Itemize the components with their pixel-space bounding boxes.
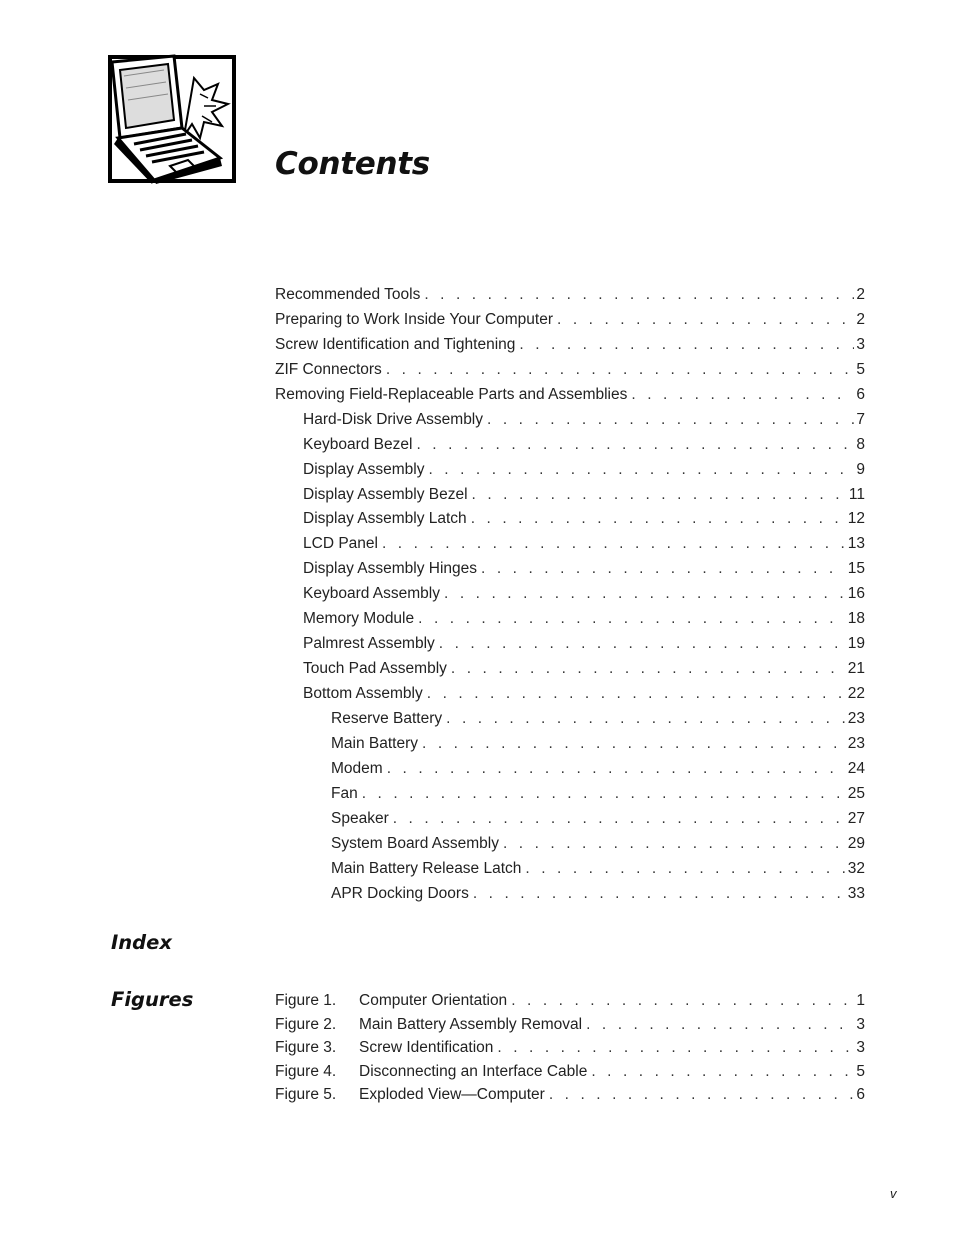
toc-entry-page: 13 — [847, 535, 865, 553]
laptop-icon — [108, 54, 236, 184]
toc-entry[interactable] — [275, 486, 865, 511]
toc-entry-title: Main Battery — [331, 734, 419, 752]
toc-entry-page: 33 — [847, 884, 865, 902]
toc-entry-title: Touch Pad Assembly — [303, 660, 447, 678]
toc-entry[interactable] — [275, 860, 865, 885]
toc-entry-title: Hard-Disk Drive Assembly — [303, 410, 484, 428]
figure-entry[interactable] — [275, 1016, 865, 1040]
figure-number: Figure 4. — [275, 1062, 337, 1080]
figure-title: Exploded View—Computer — [359, 1086, 545, 1103]
toc-entry-page: 29 — [847, 834, 865, 852]
dot-leader — [472, 486, 847, 504]
toc-entry[interactable] — [275, 785, 865, 810]
figure-page: 1 — [856, 992, 865, 1009]
dot-leader — [428, 461, 854, 479]
dot-leader — [446, 710, 846, 728]
dot-leader — [387, 760, 846, 778]
toc-entry-title: ZIF Connectors — [275, 360, 382, 378]
toc-entry[interactable] — [275, 311, 865, 336]
dot-leader — [444, 585, 846, 603]
dot-leader — [416, 436, 854, 454]
toc-entry-title: Display Assembly Hinges — [303, 560, 478, 578]
toc-entry[interactable] — [275, 635, 865, 660]
dot-leader — [586, 1016, 854, 1034]
toc-entry[interactable] — [275, 810, 865, 835]
toc-entry-page: 15 — [847, 560, 865, 578]
toc-entry-page: 9 — [856, 460, 865, 478]
toc-entry-title: Memory Module — [303, 610, 415, 628]
figure-title: Disconnecting an Interface Cable — [359, 1062, 588, 1080]
figure-number: Figure 3. — [275, 1039, 337, 1056]
figure-entry[interactable] — [275, 992, 865, 1016]
figure-title: Screw Identification — [359, 1039, 494, 1056]
toc-entry-page: 6 — [856, 385, 865, 403]
toc-entry-page: 21 — [847, 660, 865, 678]
toc-entry-page: 11 — [848, 485, 865, 503]
toc-entry-title: Reserve Battery — [331, 709, 443, 727]
page-number: v — [890, 1186, 897, 1201]
dot-leader — [511, 992, 854, 1010]
index-heading: Index — [111, 931, 172, 954]
dot-leader — [503, 835, 846, 853]
toc-entry[interactable] — [275, 660, 865, 685]
toc-entry-page: 25 — [847, 784, 865, 802]
toc-entry-page: 16 — [847, 585, 865, 603]
toc-entry-title: Display Assembly Bezel — [303, 485, 468, 503]
figure-number: Figure 1. — [275, 992, 337, 1009]
toc-entry[interactable] — [275, 885, 865, 910]
toc-entry[interactable] — [275, 610, 865, 635]
list-of-figures — [275, 992, 865, 1110]
dot-leader — [471, 510, 846, 528]
toc-entry-page: 5 — [856, 360, 865, 378]
dot-leader — [473, 885, 846, 903]
toc-entry-title: Keyboard Bezel — [303, 435, 413, 453]
toc-entry-page: 7 — [856, 410, 865, 428]
toc-entry-title: Main Battery Release Latch — [331, 859, 522, 877]
toc-entry[interactable] — [275, 336, 865, 361]
dot-leader — [424, 286, 854, 304]
figure-entry[interactable] — [275, 1063, 865, 1087]
dot-leader — [393, 810, 846, 828]
figures-heading: Figures — [111, 988, 194, 1011]
toc-entry-title: Recommended Tools — [275, 286, 421, 303]
dot-leader — [497, 1039, 854, 1057]
figure-page: 5 — [856, 1062, 865, 1080]
toc-entry[interactable] — [275, 560, 865, 585]
toc-entry-page: 3 — [856, 335, 865, 353]
toc-entry-page: 18 — [847, 610, 865, 628]
toc-entry[interactable] — [275, 411, 865, 436]
dot-leader — [362, 785, 846, 803]
figure-title: Main Battery Assembly Removal — [359, 1015, 583, 1033]
toc-entry[interactable] — [275, 436, 865, 461]
figure-page: 3 — [856, 1015, 865, 1033]
toc-entry-page: 12 — [847, 510, 865, 528]
toc-entry-title: Fan — [331, 784, 358, 802]
toc-entry-page: 32 — [847, 859, 865, 877]
dot-leader — [519, 336, 854, 354]
toc-entry-page: 2 — [856, 310, 865, 328]
figure-title: Computer Orientation — [359, 992, 508, 1009]
toc-entry-page: 22 — [847, 685, 865, 702]
dot-leader — [591, 1063, 854, 1081]
toc-entry[interactable] — [275, 585, 865, 610]
toc-entry[interactable] — [275, 535, 865, 560]
toc-entry[interactable] — [275, 835, 865, 860]
toc-entry-title: Modem — [331, 759, 383, 777]
toc-entry-page: 8 — [856, 435, 865, 453]
toc-entry[interactable] — [275, 685, 865, 710]
toc-entry[interactable] — [275, 461, 865, 486]
toc-entry[interactable] — [275, 510, 865, 535]
table-of-contents — [275, 286, 865, 909]
toc-entry[interactable] — [275, 286, 865, 311]
toc-entry-title: LCD Panel — [303, 535, 378, 553]
toc-entry-title: APR Docking Doors — [331, 884, 469, 902]
toc-entry[interactable] — [275, 735, 865, 760]
dot-leader — [422, 735, 846, 753]
figure-page: 6 — [856, 1086, 865, 1103]
figure-number: Figure 2. — [275, 1015, 337, 1033]
toc-entry[interactable] — [275, 760, 865, 785]
toc-entry-page: 2 — [856, 286, 865, 303]
dot-leader — [549, 1086, 855, 1104]
dot-leader — [382, 535, 846, 553]
toc-entry-title: Bottom Assembly — [303, 685, 423, 702]
toc-entry-title: Preparing to Work Inside Your Computer — [275, 310, 554, 328]
dot-leader — [427, 685, 846, 703]
toc-entry-title: Display Assembly — [303, 460, 425, 478]
dot-leader — [386, 361, 855, 379]
dot-leader — [439, 635, 846, 653]
dot-leader — [525, 860, 845, 878]
dot-leader — [557, 311, 854, 329]
figure-entry[interactable] — [275, 1039, 865, 1063]
toc-entry-title: Keyboard Assembly — [303, 585, 440, 603]
toc-entry[interactable] — [275, 361, 865, 386]
toc-entry-title: Screw Identification and Tightening — [275, 335, 516, 353]
dot-leader — [418, 610, 846, 628]
toc-entry-title: Speaker — [331, 809, 389, 827]
page-title: Contents — [275, 146, 430, 182]
dot-leader — [487, 411, 854, 429]
toc-entry-title: Removing Field-Replaceable Parts and Assemblies — [275, 385, 628, 403]
toc-entry-page: 23 — [847, 734, 865, 752]
toc-entry[interactable] — [275, 710, 865, 735]
toc-entry-page: 24 — [847, 759, 865, 777]
toc-entry-title: Display Assembly Latch — [303, 510, 467, 528]
figure-entry[interactable] — [275, 1086, 865, 1110]
toc-entry[interactable] — [275, 386, 865, 411]
toc-entry-title: System Board Assembly — [331, 834, 499, 852]
figure-page: 3 — [856, 1039, 865, 1056]
toc-entry-page: 23 — [847, 709, 865, 727]
figure-number: Figure 5. — [275, 1086, 337, 1103]
dot-leader — [481, 560, 846, 578]
toc-entry-title: Palmrest Assembly — [303, 635, 435, 653]
dot-leader — [631, 386, 854, 404]
dot-leader — [451, 660, 846, 678]
toc-entry-page: 19 — [847, 635, 865, 653]
toc-entry-page: 27 — [847, 809, 865, 827]
